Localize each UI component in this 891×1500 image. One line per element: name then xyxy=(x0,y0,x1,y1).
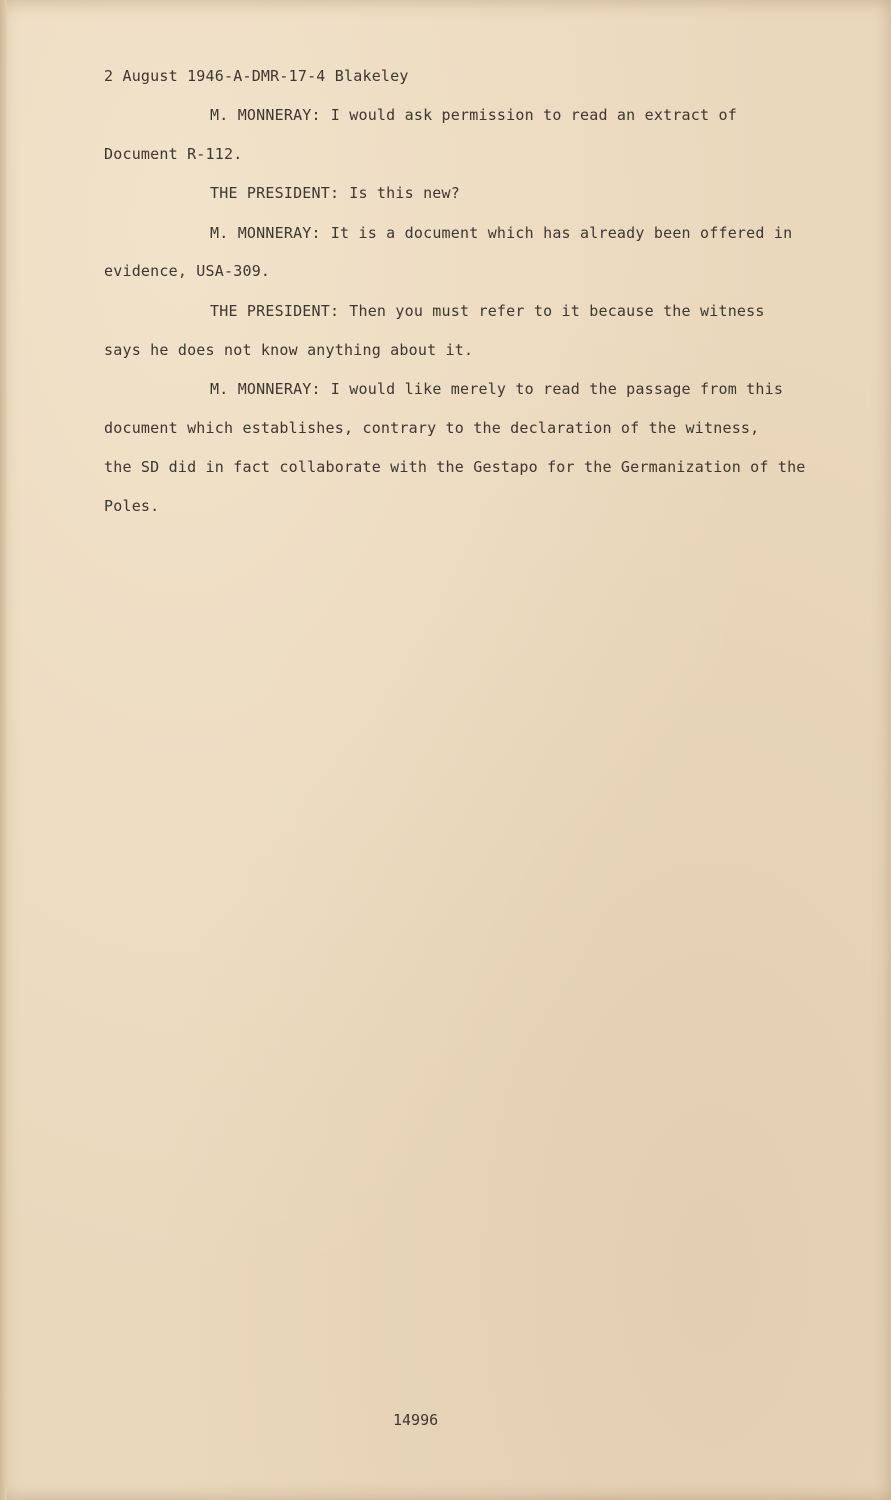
paragraph-5-line-1 xyxy=(210,379,783,399)
paragraph-4-line-2: says he does not know anything about it. xyxy=(104,341,474,359)
speaker-label: M. MONNERAY: xyxy=(210,380,321,398)
speaker-label: M. MONNERAY: xyxy=(210,106,321,124)
paragraph-text: I would ask permission to read an extract of xyxy=(330,106,737,124)
paragraph-3-line-2: evidence, USA-309. xyxy=(104,262,271,280)
paragraph-text: I would like merely to read the passage from this xyxy=(330,380,784,398)
document-header: 2 August 1946-A-DMR-17-4 Blakeley xyxy=(104,67,409,85)
paragraph-text: It is a document which has already been offered in xyxy=(330,224,793,242)
paragraph-1-line-2: Document R-112. xyxy=(104,145,243,163)
speaker-label: THE PRESIDENT: xyxy=(210,302,340,320)
paragraph-4-line-1 xyxy=(210,301,765,321)
paragraph-5-line-2: document which establishes, contrary to the declaration of the witness, xyxy=(104,419,760,437)
paragraph-text: Is this new? xyxy=(349,184,461,202)
paragraph-2-line-1 xyxy=(210,183,460,203)
paragraph-text: Then you must refer to it because the witness xyxy=(349,302,765,320)
speaker-label: M. MONNERAY: xyxy=(210,224,321,242)
paragraph-1-line-1 xyxy=(210,105,737,125)
page-number: 14996 xyxy=(393,1411,439,1429)
paper-edge xyxy=(0,0,7,1500)
paragraph-3-line-1 xyxy=(210,223,792,243)
paragraph-5-line-3: the SD did in fact collaborate with the Gestapo for the Germanization of the xyxy=(104,458,806,476)
paragraph-5-line-4: Poles. xyxy=(104,497,160,515)
speaker-label: THE PRESIDENT: xyxy=(210,184,340,202)
